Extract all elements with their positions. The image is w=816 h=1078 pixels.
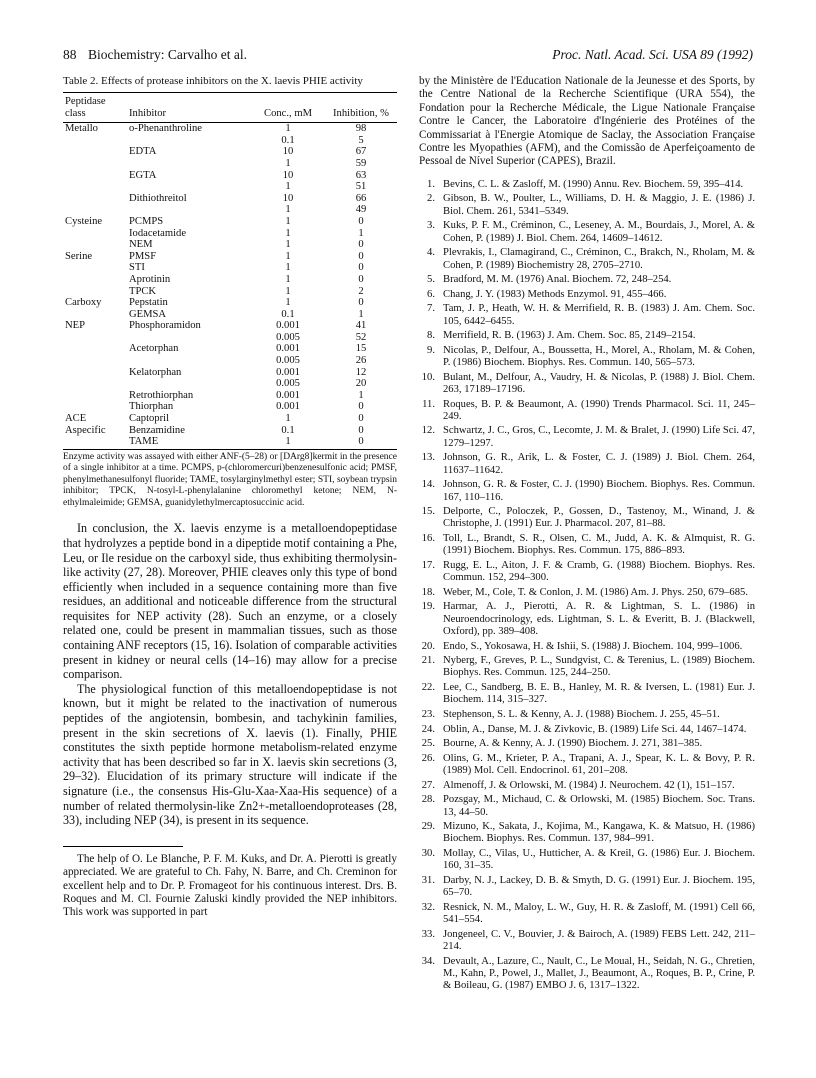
- cell-conc: 1: [285, 262, 291, 274]
- reference-text: Olins, G. M., Krieter, P. A., Trapani, A. J., Spear, K. L. & Bovy, P. R. (1989) Mol. Cell. Endocrinol. 61, 201–208.: [443, 752, 755, 777]
- cell-conc: 1: [285, 227, 291, 239]
- cell-conc: 0.001: [276, 366, 300, 378]
- cell-peptidase-class: [63, 135, 127, 147]
- table-row: [63, 390, 397, 402]
- cell-peptidase-class: [63, 239, 127, 251]
- body-paragraph-conclusion: In conclusion, the X. laevis enzyme is a metalloendopeptidase that hydrolyzes a peptide bond in a dipeptide motif containing a Phe, Leu, or Ile residue on the carboxyl side, thus exhibiting thermolysin-like activity (27, 28). Moreover, PHIE cleaves only this type of bond efficiently when included in a sequence containing more than five residues, an additional and noticeable difference from the structural requisites for NEP activity (28). Such an enzyme, or a closely related one, could be present in mammalian tissues, such as those containing ANF receptors (15, 16). Isolation of comparable activities present in kidney or neural cells (14–16) may allow for a precise comparison.: [63, 521, 397, 682]
- reference-item: [419, 848, 755, 873]
- cell-conc: 10: [282, 169, 294, 181]
- reference-number: 20.: [421, 640, 435, 652]
- table-row: [63, 378, 397, 390]
- reference-text: Mollay, C., Vilas, U., Hutticher, A. & Kreil, G. (1986) Eur. J. Biochem. 160, 31–35.: [443, 848, 755, 872]
- cell-inhibitor: Retrothiorphan: [129, 389, 194, 401]
- reference-text: Chang, J. Y. (1983) Methods Enzymol. 91, 455–466.: [443, 288, 667, 300]
- table-row: [63, 239, 397, 251]
- reference-item: [419, 330, 755, 342]
- reference-number: 28.: [421, 794, 435, 806]
- col-header-inhibition: Inhibition, %: [333, 107, 389, 119]
- reference-number: 4.: [427, 247, 435, 259]
- reference-item: [419, 821, 755, 846]
- table-row: [63, 413, 397, 425]
- cell-inhibition: 5: [358, 134, 364, 146]
- reference-number: 16.: [421, 533, 435, 545]
- reference-number: 26.: [421, 752, 435, 764]
- cell-peptidase-class: [63, 262, 127, 274]
- reference-item: [419, 956, 755, 993]
- table-row: [63, 320, 397, 332]
- reference-number: 9.: [427, 344, 435, 356]
- cell-conc: 1: [285, 297, 291, 309]
- reference-item: [419, 303, 755, 328]
- table-row: [63, 262, 397, 274]
- reference-text: Bourne, A. & Kenny, A. J. (1990) Biochem. J. 271, 381–385.: [443, 738, 703, 750]
- cell-inhibition: 52: [355, 331, 367, 343]
- reference-text: Pozsgay, M., Michaud, C. & Orlowski, M. (1985) Biochem. Soc. Trans. 13, 44–50.: [443, 794, 755, 818]
- reference-number: 27.: [421, 779, 435, 791]
- reference-text: Harmar, A. J., Pierotti, A. R. & Lightman, S. L. (1986) in Neuroendocrinology, eds. Lightman, S. L. & Everitt, B. J. (Blackwell, Oxford), pp. 389–408.: [443, 601, 755, 637]
- cell-peptidase-class: [63, 146, 127, 158]
- cell-inhibition: 63: [355, 169, 367, 181]
- cell-peptidase-class: [63, 181, 127, 193]
- reference-number: 8.: [427, 330, 435, 342]
- page-number: 88: [63, 47, 77, 62]
- reference-text: Nyberg, F., Greves, P. L., Sundgvist, C. & Terenius, L. (1989) Biochem. Biophys. Res. Commun. 125, 244–250.: [443, 655, 755, 679]
- reference-number: 11.: [422, 398, 435, 410]
- cell-conc: 1: [285, 157, 291, 169]
- cell-inhibition: 0: [358, 436, 364, 448]
- cell-inhibitor: Thiorphan: [129, 401, 174, 413]
- cell-inhibitor: [127, 135, 251, 147]
- cell-inhibition: 59: [355, 157, 367, 169]
- reference-number: 29.: [421, 821, 435, 833]
- journal-citation: Proc. Natl. Acad. Sci. USA 89 (1992): [552, 47, 753, 62]
- cell-peptidase-class: [63, 332, 127, 344]
- cell-conc: 0.005: [276, 331, 300, 343]
- cell-inhibition: 12: [355, 366, 367, 378]
- reference-number: 1.: [427, 178, 435, 190]
- cell-inhibitor: [127, 378, 251, 390]
- reference-item: [419, 738, 755, 750]
- cell-conc: 1: [285, 285, 291, 297]
- cell-inhibitor: TPCK: [129, 285, 157, 297]
- reference-text: Gibson, B. W., Poulter, L., Williams, D. H. & Maggio, J. E. (1986) J. Biol. Chem. 261, 5341–5349.: [443, 193, 755, 217]
- cell-inhibitor: [127, 181, 251, 193]
- cell-inhibition: 1: [358, 227, 364, 239]
- reference-item: [419, 220, 755, 245]
- cell-conc: 0.001: [276, 343, 300, 355]
- cell-peptidase-class: [63, 401, 127, 413]
- cell-inhibitor: Benzamidine: [129, 424, 185, 436]
- table-row: [63, 297, 397, 309]
- reference-item: [419, 506, 755, 531]
- reference-number: 14.: [421, 479, 435, 491]
- cell-inhibitor: [127, 355, 251, 367]
- running-title: Biochemistry: Carvalho et al.: [88, 47, 247, 62]
- reference-number: 15.: [421, 506, 435, 518]
- cell-inhibition: 1: [358, 389, 364, 401]
- reference-number: 22.: [421, 682, 435, 694]
- cell-conc: 10: [282, 146, 294, 158]
- table-row: [63, 286, 397, 298]
- cell-conc: 1: [285, 215, 291, 227]
- reference-text: Johnson, G. R. & Foster, C. J. (1990) Biochem. Biophys. Res. Commun. 167, 110–116.: [443, 479, 755, 503]
- cell-peptidase-class: Aspecific: [65, 424, 106, 436]
- cell-peptidase-class: [63, 228, 127, 240]
- cell-conc: 0.001: [276, 401, 300, 413]
- table-header-row: [63, 93, 397, 123]
- cell-inhibitor: EGTA: [129, 169, 157, 181]
- cell-inhibitor: Pepstatin: [129, 297, 168, 309]
- cell-inhibitor: Kelatorphan: [129, 366, 182, 378]
- reference-number: 32.: [421, 901, 435, 913]
- cell-inhibition: 0: [358, 215, 364, 227]
- reference-text: Weber, M., Cole, T. & Conlon, J. M. (1986) Am. J. Phys. 250, 679–685.: [443, 586, 748, 598]
- cell-inhibition: 0: [358, 413, 364, 425]
- reference-number: 10.: [421, 371, 435, 383]
- table-row: [63, 170, 397, 182]
- reference-text: Bevins, C. L. & Zasloff, M. (1990) Annu. Rev. Biochem. 59, 395–414.: [443, 178, 744, 190]
- cell-inhibition: 51: [355, 181, 367, 193]
- cell-conc: 0.005: [276, 378, 300, 390]
- table-footnote: Enzyme activity was assayed with either ANF-(5–28) or [DArg8]kermit in the presence of a single inhibitor at a time. PCMPS, p-(chloromercuri)benzenesulfonic acid; PMSF, phenylmethanesulfonyl fluoride; TAME, tosylarginylmethyl ester; STI, soybean trypsin inhibitor; TPCK, N-tosyl-L-phenylalanine chloromethyl ketone; NEM, N-ethylmaleimide; GEMSA, guanidylethylmercaptosuccinic acid.: [63, 451, 397, 508]
- table-row: [63, 204, 397, 216]
- table-body: [63, 123, 397, 450]
- reference-item: [419, 425, 755, 450]
- cell-inhibitor: PCMPS: [129, 215, 164, 227]
- table-row: [63, 436, 397, 449]
- cell-inhibition: 20: [355, 378, 367, 390]
- cell-inhibition: 66: [355, 192, 367, 204]
- cell-conc: 1: [285, 250, 291, 262]
- cell-inhibition: 0: [358, 401, 364, 413]
- table-row: [63, 228, 397, 240]
- cell-peptidase-class: [63, 367, 127, 379]
- reference-item: [419, 274, 755, 286]
- cell-inhibition: 2: [358, 285, 364, 297]
- table-row: [63, 181, 397, 193]
- reference-text: Darby, N. J., Lackey, D. B. & Smyth, D. G. (1991) Eur. J. Biochem. 195, 65–70.: [443, 874, 755, 899]
- reference-number: 21.: [421, 655, 435, 667]
- cell-conc: 1: [285, 413, 291, 425]
- reference-text: Plevrakis, I., Clamagirand, C., Créminon, C., Brakch, N., Rholam, M. & Cohen, P. (1989) Biochemistry 28, 2705–2710.: [443, 247, 755, 271]
- reference-number: 12.: [421, 425, 435, 437]
- reference-number: 2.: [427, 193, 435, 205]
- table-row: [63, 425, 397, 437]
- reference-number: 18.: [421, 586, 435, 598]
- reference-item: [419, 179, 755, 191]
- reference-number: 31.: [421, 874, 435, 886]
- cell-inhibition: 0: [358, 250, 364, 262]
- table-row: [63, 367, 397, 379]
- table-row: [63, 216, 397, 228]
- cell-peptidase-class: [63, 286, 127, 298]
- cell-conc: 1: [285, 239, 291, 251]
- col-header-inhibitor: Inhibitor: [129, 107, 167, 119]
- cell-inhibition: 98: [355, 123, 367, 135]
- reference-item: [419, 247, 755, 272]
- reference-item: [419, 372, 755, 397]
- body-paragraph-function: The physiological function of this metalloendopeptidase is not known, but it might be related to the inactivation of numerous peptides of the angiotensin, bombesin, and tachykinin families, present in the skin secretions of X. laevis (1). Finally, PHIE constitutes the sixth peptide hormone metabolism-related enzyme activity that has been described so far in X. laevis skin secretions (3, 29–32). Elucidation of its primary structure will indicate if the signature (i.e., the consensus His-Glu-Xaa-Xaa-His sequence) of a number of related thermolysin-like Zn2+-metalloendoproteases (28, 33), including NEP (34), is present in its sequence.: [63, 681, 397, 828]
- cell-peptidase-class: [63, 170, 127, 182]
- cell-inhibitor: [127, 204, 251, 216]
- section-divider: [63, 846, 183, 847]
- cell-inhibition: 0: [358, 424, 364, 436]
- table-row: [63, 158, 397, 170]
- table-row: [63, 135, 397, 147]
- reference-text: Schwartz, J. C., Gros, C., Lecomte, J. M. & Bralet, J. (1990) Life Sci. 47, 1279–1297.: [443, 425, 755, 449]
- cell-conc: 0.001: [276, 389, 300, 401]
- cell-inhibitor: Dithiothreitol: [129, 192, 187, 204]
- reference-text: Merrifield, R. B. (1963) J. Am. Chem. Soc. 85, 2149–2154.: [443, 330, 696, 342]
- reference-item: [419, 479, 755, 504]
- table-row: [63, 343, 397, 355]
- reference-text: Lee, C., Sandberg, B. E. B., Hanley, M. R. & Iversen, L. (1981) Eur. J. Biochem. 114, 315–327.: [443, 682, 755, 706]
- reference-text: Mizuno, K., Sakata, J., Kojima, M., Kangawa, K. & Matsuo, H. (1986) Biochem. Biophys. Res. Commun. 137, 984–991.: [443, 821, 755, 845]
- reference-number: 23.: [421, 708, 435, 720]
- cell-inhibitor: NEM: [129, 239, 153, 251]
- cell-inhibitor: [127, 158, 251, 170]
- cell-peptidase-class: [63, 436, 127, 449]
- cell-inhibitor: Aprotinin: [129, 273, 171, 285]
- cell-conc: 1: [285, 273, 291, 285]
- table-row: [63, 123, 397, 135]
- reference-list: [419, 179, 755, 993]
- reference-number: 3.: [427, 220, 435, 232]
- cell-inhibitor: o-Phenanthroline: [129, 123, 202, 135]
- cell-inhibition: 26: [355, 355, 367, 367]
- cell-conc: 1: [285, 204, 291, 216]
- reference-text: Johnson, G. R., Arik, L. & Foster, C. J. (1989) J. Biol. Chem. 264, 11637–11642.: [443, 452, 755, 476]
- cell-peptidase-class: [63, 390, 127, 402]
- acknowledgment-continued: by the Ministère de l'Education Nationale de la Jeunesse et des Sports, by the Centre National de la Recherche Scientifique (URA 554), the Fondation pour la Recherche Médicale, the Ligue Nationale Française Contre le Cancer, the Laboratoire d'Ingénierie des Protéines of the Commissariat à l'Energie Atomique de Saclay, the Association Française Contre les Myopathies (AFM), and the Comissão de Aperfeiçoamento de Pessoal de Nível Superior (CAPES), Brazil.: [419, 75, 755, 168]
- reference-number: 7.: [427, 303, 435, 315]
- cell-inhibition: 0: [358, 297, 364, 309]
- cell-inhibitor: Phosphoramidon: [129, 320, 201, 332]
- reference-number: 6.: [427, 288, 435, 300]
- reference-text: Resnick, N. M., Maloy, L. W., Guy, H. R. & Zasloff, M. (1991) Cell 66, 541–554.: [443, 901, 755, 926]
- cell-peptidase-class: [63, 343, 127, 355]
- reference-text: Jongeneel, C. V., Bouvier, J. & Bairoch, A. (1989) FEBS Lett. 242, 211–214.: [443, 928, 755, 952]
- cell-inhibitor: STI: [129, 262, 145, 274]
- reference-text: Bulant, M., Delfour, A., Vaudry, H. & Nicolas, P. (1988) J. Biol. Chem. 263, 17189–17196.: [443, 371, 755, 395]
- reference-item: [419, 560, 755, 585]
- cell-conc: 0.1: [281, 308, 295, 320]
- right-column: [419, 75, 755, 995]
- table-row: [63, 401, 397, 413]
- reference-text: Delporte, C., Poloczek, P., Gossen, D., Tastenoy, M., Winand, J. & Christophe, J. (1991) Eur. J. Pharmacol. 207, 81–88.: [443, 506, 755, 530]
- cell-inhibitor: Acetorphan: [129, 343, 179, 355]
- cell-conc: 1: [285, 123, 291, 135]
- reference-text: Nicolas, P., Delfour, A., Boussetta, H., Morel, A., Rholam, M. & Cohen, P. (1986) Biochem. Biophys. Res. Commun. 140, 565–573.: [443, 344, 755, 369]
- reference-number: 25.: [421, 738, 435, 750]
- reference-text: Toll, L., Brandt, S. R., Olsen, C. M., Judd, A. K. & Almquist, R. G. (1991) Biochem. Biophys. Res. Commun. 175, 886–893.: [443, 533, 755, 557]
- cell-peptidase-class: [63, 274, 127, 286]
- cell-peptidase-class: [63, 309, 127, 321]
- cell-inhibitor: Iodacetamide: [129, 227, 187, 239]
- table-caption: Table 2. Effects of protease inhibitors on the X. laevis PHIE activity: [63, 75, 363, 87]
- table-row: [63, 309, 397, 321]
- reference-text: Stephenson, S. L. & Kenny, A. J. (1988) Biochem. J. 255, 45–51.: [443, 708, 720, 720]
- reference-item: [419, 452, 755, 477]
- table-row: [63, 146, 397, 158]
- reference-item: [419, 399, 755, 424]
- protease-inhibitor-table: [63, 92, 397, 450]
- left-column: [63, 75, 397, 920]
- cell-inhibitor: [127, 332, 251, 344]
- cell-conc: 0.1: [281, 424, 295, 436]
- reference-item: [419, 709, 755, 721]
- acknowledgment-text: The help of O. Le Blanche, P. F. M. Kuks, and Dr. A. Pierotti is greatly appreciated. We are grateful to Ch. Fahy, N. Barre, and Ch. Creminon for excellent help and to Dr. P. Fromageot for his continuous interest. Drs. B. Roques and M. Cl. Fournie Zaluski kindly provided the NEP inhibitors. This work was supported in part: [63, 852, 397, 919]
- cell-peptidase-class: [63, 378, 127, 390]
- reference-text: Rugg, E. L., Aiton, J. F. & Cramb, G. (1988) Biochem. Biophys. Res. Commun. 152, 294–300.: [443, 559, 755, 584]
- cell-inhibitor: EDTA: [129, 146, 157, 158]
- cell-conc: 0.005: [276, 355, 300, 367]
- reference-number: 17.: [421, 559, 435, 571]
- table-row: [63, 355, 397, 367]
- reference-number: 33.: [421, 928, 435, 940]
- cell-inhibition: 0: [358, 262, 364, 274]
- cell-peptidase-class: NEP: [65, 320, 86, 332]
- cell-inhibitor: TAME: [129, 436, 159, 448]
- reference-item: [419, 655, 755, 680]
- reference-item: [419, 902, 755, 927]
- cell-inhibition: 0: [358, 273, 364, 285]
- reference-text: Tam, J. P., Heath, W. H. & Merrifield, R. B. (1983) J. Am. Chem. Soc. 105, 6442–6455.: [443, 303, 755, 327]
- reference-text: Roques, B. P. & Beaumont, A. (1990) Trends Pharmacol. Sci. 11, 245–249.: [443, 398, 755, 422]
- cell-inhibition: 41: [355, 320, 367, 332]
- reference-text: Devault, A., Lazure, C., Nault, C., Le Moual, H., Seidah, N. G., Chretien, M., Kahn, P., Powel, J., Mallet, J., Beaumont, A., Roques, B. P., Crine, P. & Boileau, G. (1987) EMBO J. 6, 1317–1322.: [443, 955, 755, 992]
- cell-inhibition: 0: [358, 239, 364, 251]
- table-row: [63, 193, 397, 205]
- reference-item: [419, 289, 755, 301]
- cell-conc: 0.1: [281, 134, 295, 146]
- reference-item: [419, 875, 755, 900]
- col-header-conc: Conc., mM: [264, 107, 312, 119]
- cell-inhibitor: PMSF: [129, 250, 157, 262]
- reference-item: [419, 193, 755, 218]
- reference-item: [419, 724, 755, 736]
- reference-item: [419, 641, 755, 653]
- reference-item: [419, 682, 755, 707]
- table-row: [63, 274, 397, 286]
- cell-inhibitor: GEMSA: [129, 308, 167, 320]
- cell-peptidase-class: [63, 193, 127, 205]
- table-row: [63, 332, 397, 344]
- cell-inhibitor: Captopril: [129, 413, 170, 425]
- cell-conc: 0.001: [276, 320, 300, 332]
- reference-number: 24.: [421, 723, 435, 735]
- cell-peptidase-class: [63, 355, 127, 367]
- cell-peptidase-class: Serine: [65, 250, 93, 262]
- reference-number: 34.: [421, 955, 435, 967]
- reference-number: 19.: [421, 601, 435, 613]
- reference-item: [419, 794, 755, 819]
- reference-text: Bradford, M. M. (1976) Anal. Biochem. 72, 248–254.: [443, 274, 672, 286]
- cell-conc: 10: [282, 192, 294, 204]
- cell-peptidase-class: [63, 204, 127, 216]
- cell-inhibition: 15: [355, 343, 367, 355]
- cell-peptidase-class: Cysteine: [65, 215, 103, 227]
- reference-item: [419, 601, 755, 638]
- reference-number: 30.: [421, 848, 435, 859]
- reference-item: [419, 780, 755, 792]
- cell-peptidase-class: ACE: [65, 413, 87, 425]
- reference-item: [419, 533, 755, 558]
- cell-peptidase-class: [63, 158, 127, 170]
- reference-number: 13.: [421, 452, 435, 464]
- cell-peptidase-class: Carboxy: [65, 297, 102, 309]
- reference-item: [419, 753, 755, 778]
- cell-inhibition: 49: [355, 204, 367, 216]
- cell-peptidase-class: Metallo: [65, 123, 98, 135]
- reference-item: [419, 587, 755, 599]
- reference-item: [419, 929, 755, 954]
- cell-conc: 1: [285, 436, 291, 448]
- col-header-peptidase-class: Peptidase class: [65, 96, 106, 119]
- reference-text: Almenoff, J. & Orlowski, M. (1984) J. Neurochem. 42 (1), 151–157.: [443, 779, 735, 791]
- cell-conc: 1: [285, 181, 291, 193]
- cell-inhibition: 1: [358, 308, 364, 320]
- reference-text: Oblin, A., Danse, M. J. & Zivkovic, B. (1989) Life Sci. 44, 1467–1474.: [443, 723, 747, 735]
- reference-text: Endo, S., Yokosawa, H. & Ishii, S. (1988) J. Biochem. 104, 999–1006.: [443, 640, 743, 652]
- reference-number: 5.: [427, 274, 435, 286]
- table-row: [63, 251, 397, 263]
- reference-item: [419, 345, 755, 370]
- page-header: [63, 47, 753, 65]
- cell-inhibition: 67: [355, 146, 367, 158]
- reference-text: Kuks, P. F. M., Créminon, C., Leseney, A. M., Bourdais, J., Morel, A. & Cohen, P. (1989) J. Biol. Chem. 264, 14609–14612.: [443, 220, 755, 244]
